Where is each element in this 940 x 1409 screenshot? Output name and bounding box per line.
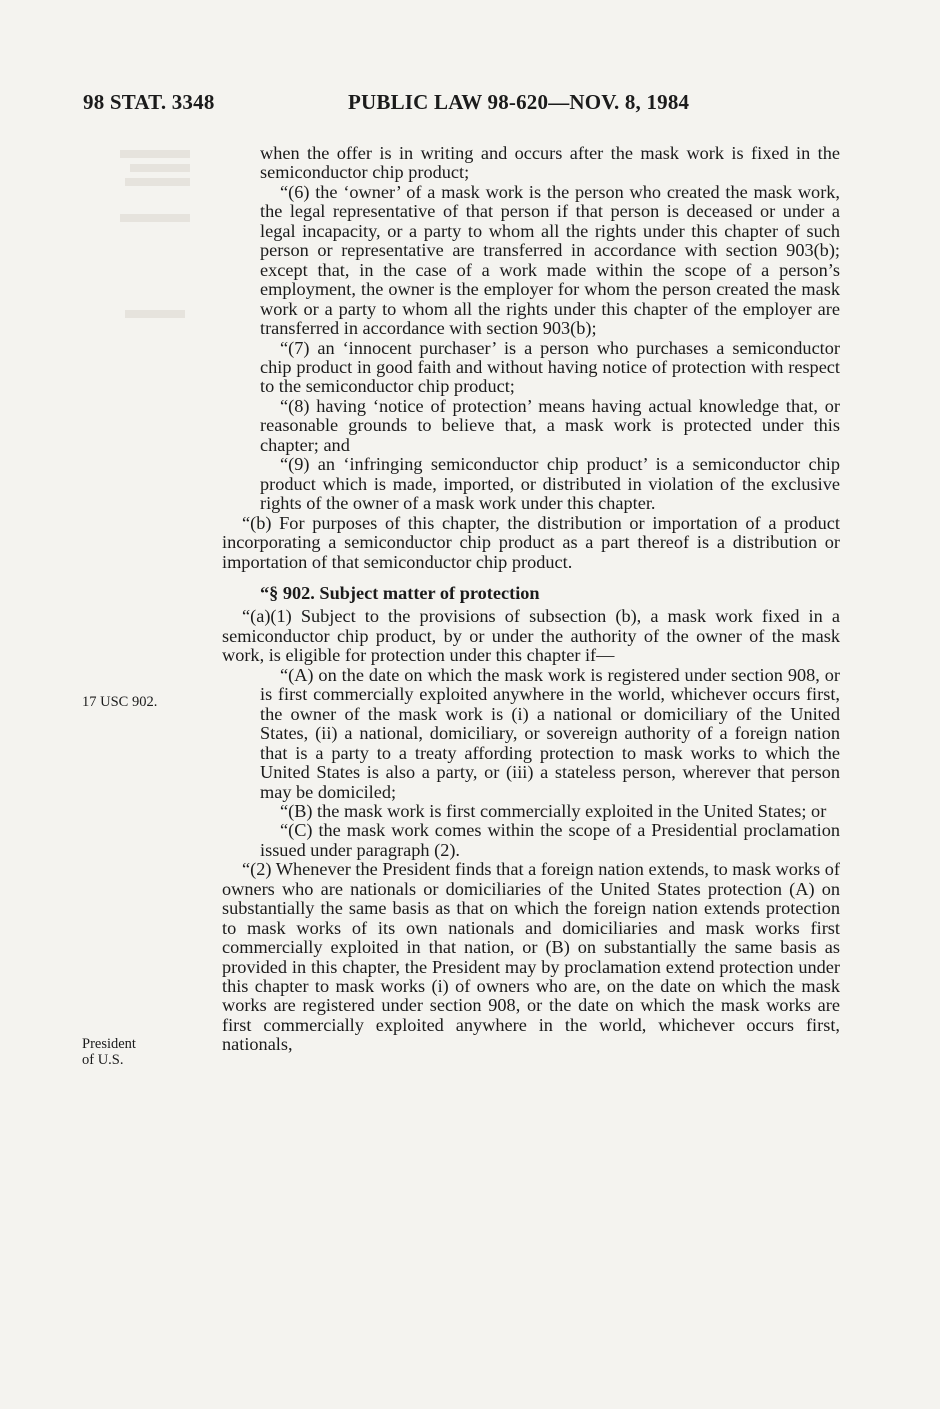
section-heading: “§ 902. Subject matter of protection bbox=[260, 582, 540, 603]
statute-body bbox=[222, 144, 840, 1055]
subsection-a2: “(2) Whenever the President finds that a foreign nation extends, to mask works of owners who are nationals or domiciliaries of the United States protection (A) on substantially the same basis as that on which the foreign nation extends protection to mask works of its own nationals and domiciliaries and mask works first commercially exploited in that nation, or (B) on substantially the same basis as provided in this chapter, the President may by proclamation extend protection under this chapter to mask works (i) of owners who are, on the date on which the mask works are registered under section 908, or the date on which the mask works are first commercially exploited anywhere in the world, whichever occurs first, nationals, bbox=[222, 859, 840, 1055]
margin-note-president bbox=[82, 1036, 136, 1068]
clause-a1C: “(C) the mask work comes within the scope of a Presidential proclamation issued under paragraph (2). bbox=[260, 820, 840, 860]
margin-note-president-line2: of U.S. bbox=[82, 1052, 124, 1068]
running-header: PUBLIC LAW 98-620—NOV. 8, 1984 bbox=[348, 90, 690, 114]
clause-a1A: “(A) on the date on which the mask work is registered under section 908, or is first commercially exploited anywhere in the world, whichever occurs first, the owner of the mask work is (i) a national or domiciliary of the United States, (ii) a national, domiciliary, or sovereign authority of a foreign nation that is a party to a treaty affording protection to mask works to which the United States is also a party, or (iii) a stateless person, wherever that person may be domiciled; bbox=[260, 664, 840, 802]
definition-9: “(9) an ‘infringing semiconductor chip product’ is a semiconductor chip product which is made, imported, or distributed in violation of the exclusive rights of the owner of a mask work under this chapter. bbox=[260, 454, 840, 514]
margin-note-usc: 17 USC 902. bbox=[82, 694, 158, 710]
subsection-b: “(b) For purposes of this chapter, the distribution or importation of a product incorporating a semiconductor chip product as a part thereof is a distribution or importation of that semiconductor chip product. bbox=[222, 512, 840, 572]
clause-a1B: “(B) the mask work is first commercially exploited in the United States; or bbox=[280, 800, 827, 821]
definition-8: “(8) having ‘notice of protection’ means having actual knowledge that, or reasonable grounds to believe that, a mask work is protected under this chapter; and bbox=[260, 395, 840, 455]
subsection-a1: “(a)(1) Subject to the provisions of subsection (b), a mask work fixed in a semiconductor chip product, by or under the authority of the owner of the mask work, is eligible for protection under this chapter if— bbox=[222, 606, 840, 666]
margin-note-president-line1: President bbox=[82, 1036, 136, 1052]
page-reference: 98 STAT. 3348 bbox=[83, 90, 215, 114]
paragraph-continuation: when the offer is in writing and occurs after the mask work is fixed in the semiconductor chip product; bbox=[260, 143, 840, 183]
definition-6: “(6) the ‘owner’ of a mask work is the person who created the mask work, the legal representative of that person if that person is deceased or under a legal incapacity, or a party to whom all the rights under this chapter of such person or representative are transferred in accordance with section 903(b); except that, in the case of a work made within the scope of a person’s employment, the owner is the employer for whom the person created the mask work or a party to whom all the rights under this chapter of the employer are transferred in accordance with section 903(b); bbox=[260, 181, 840, 339]
definition-7: “(7) an ‘innocent purchaser’ is a person who purchases a semiconductor chip product in good faith and without having notice of protection with respect to the semiconductor chip product; bbox=[260, 337, 840, 397]
